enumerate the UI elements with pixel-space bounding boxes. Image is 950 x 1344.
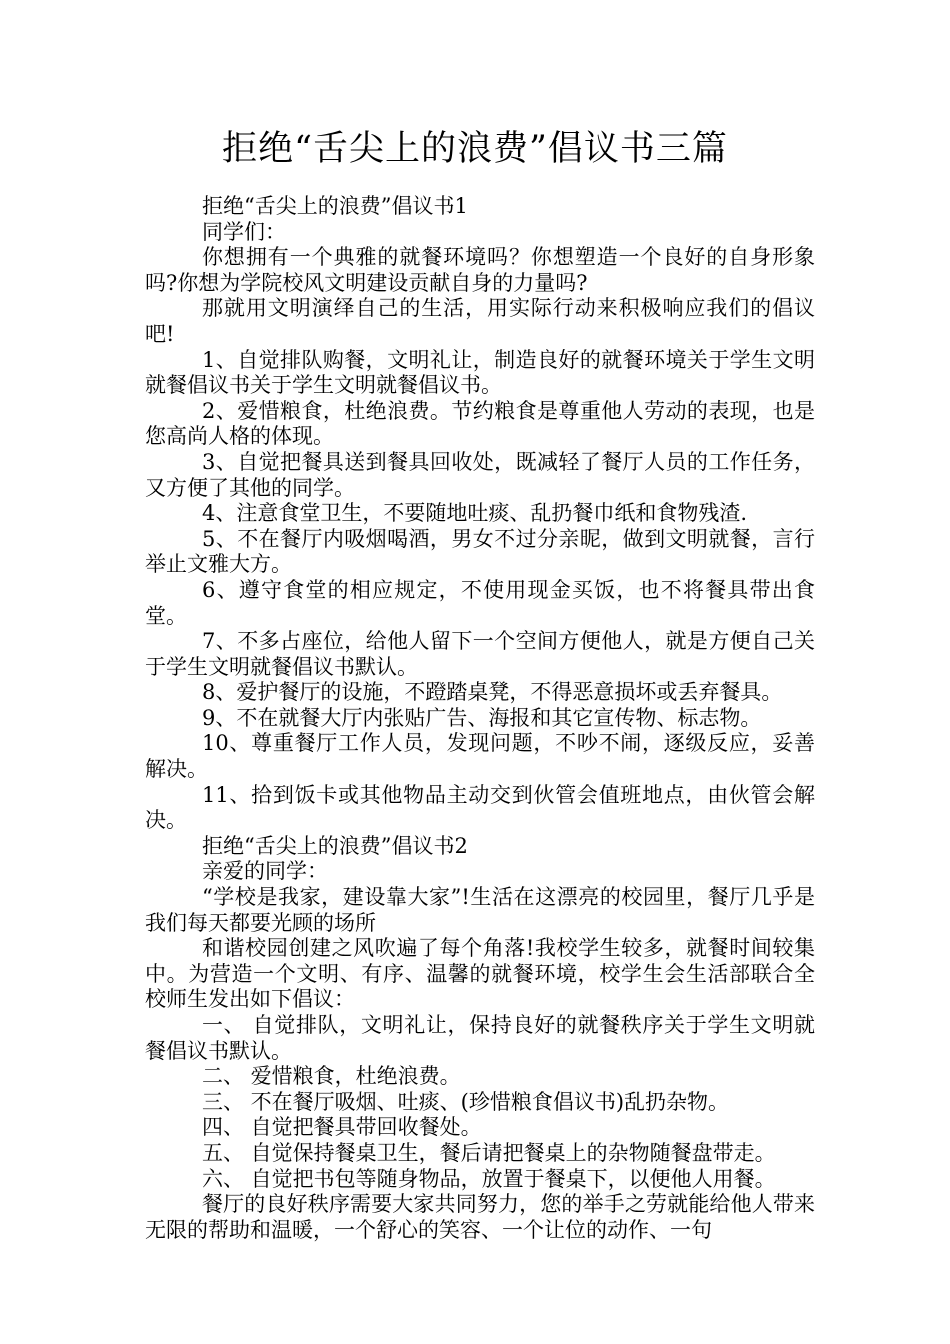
list-item: 一、 自觉排队，文明礼让，保持良好的就餐秩序关于学生文明就餐倡议书默认。 bbox=[145, 1013, 815, 1063]
list-item: 9、不在就餐大厅内张贴广告、海报和其它宣传物、标志物。 bbox=[202, 705, 762, 730]
list-item: 11、拾到饭卡或其他物品主动交到伙管会值班地点，由伙管会解决。 bbox=[145, 782, 815, 833]
list-item: 1、自觉排队购餐，文明礼让，制造良好的就餐环境关于学生文明就餐倡议书关于学生文明就餐倡议书。 bbox=[145, 347, 815, 398]
list-item: 7、不多占座位，给他人留下一个空间方便他人，就是方便自己关于学生文明就餐倡议书默认。 bbox=[145, 629, 815, 679]
list-item: 5、不在餐厅内吸烟喝酒，男女不过分亲昵，做到文明就餐，言行举止文雅大方。 bbox=[145, 526, 815, 577]
list-item: 2、爱惜粮食，杜绝浪费。节约粮食是尊重他人劳动的表现，也是您高尚人格的体现。 bbox=[145, 398, 815, 449]
list-item: 4、注意食堂卫生，不要随地吐痰、乱扔餐巾纸和食物残渣. bbox=[202, 501, 748, 526]
list-item: 五、 自觉保持餐桌卫生，餐后请把餐桌上的杂物随餐盘带走。 bbox=[202, 1140, 776, 1165]
document-body bbox=[145, 194, 815, 1243]
list-item: 三、 不在餐厅吸烟、吐痰、(珍惜粮食倡议书)乱扔杂物。 bbox=[202, 1089, 730, 1114]
section-heading-1: 拒绝“舌尖上的浪费”倡议书1 bbox=[202, 194, 468, 218]
paragraph: 和谐校园创建之风吹遍了每个角落!我校学生较多，就餐时间较集中。为营造一个文明、有序、温馨的就餐环境，校学生会生活部联合全校师生发出如下倡议： bbox=[145, 936, 815, 1012]
paragraph: 那就用文明演绎自己的生活，用实际行动来积极响应我们的倡议吧! bbox=[145, 296, 815, 346]
document-title: 拒绝“舌尖上的浪费”倡议书三篇 bbox=[222, 129, 728, 169]
paragraph: “学校是我家，建设靠大家”!生活在这漂亮的校园里，餐厅几乎是我们每天都要光顾的场所 bbox=[145, 885, 815, 935]
salutation-1: 同学们： bbox=[202, 219, 286, 244]
paragraph: 餐厅的良好秩序需要大家共同努力，您的举手之劳就能给他人带来无限的帮助和温暖，一个舒心的笑容、一个让位的动作、一句 bbox=[145, 1192, 815, 1242]
list-item: 8、爱护餐厅的设施，不蹬踏桌凳，不得恶意损坏或丢弃餐具。 bbox=[202, 680, 783, 705]
list-item: 六、 自觉把书包等随身物品，放置于餐桌下，以便他人用餐。 bbox=[202, 1166, 776, 1191]
salutation-2: 亲爱的同学： bbox=[202, 859, 328, 884]
list-item: 四、 自觉把餐具带回收餐处。 bbox=[202, 1115, 482, 1140]
list-item: 6、遵守食堂的相应规定，不使用现金买饭，也不将餐具带出食堂。 bbox=[145, 577, 815, 628]
list-item: 3、自觉把餐具送到餐具回收处，既减轻了餐厅人员的工作任务，又方便了其他的同学。 bbox=[145, 449, 815, 500]
list-item: 二、 爱惜粮食，杜绝浪费。 bbox=[202, 1064, 461, 1089]
section-heading-2: 拒绝“舌尖上的浪费”倡议书2 bbox=[202, 833, 468, 858]
list-item: 10、尊重餐厅工作人员，发现问题，不吵不闹，逐级反应，妥善解决。 bbox=[145, 731, 815, 782]
paragraph: 你想拥有一个典雅的就餐环境吗？你想塑造一个良好的自身形象吗?你想为学院校风文明建设贡献自身的力量吗? bbox=[145, 245, 815, 295]
